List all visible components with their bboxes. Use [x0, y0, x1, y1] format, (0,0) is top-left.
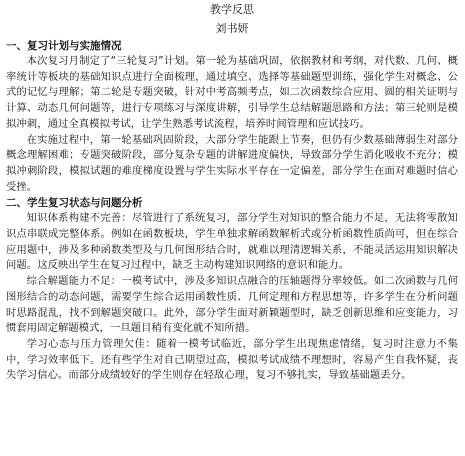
document-title: 教学反思	[210, 3, 254, 16]
paragraph: 在实施过程中，第一轮基础巩固阶段，大部分学生能跟上节奏，但仍有少数基础薄弱生对部分概念理解困难；专题突破阶段，部分复杂专题的讲解进度偏快，导致部分学生消化吸收不充分；模拟冲刺阶段，模拟试题的难度梯度设置与学生实际水平存在一定偏差，部分学生在面对难题时信心受挫。	[6, 133, 458, 193]
paragraph: 知识体系构建不完善：尽管进行了系统复习，部分学生对知识的整合能力不足，无法将零散知识点串联成完整体系。例如在函数板块，学生单独求解函数解析式或分析函数性质尚可，但在综合应用题中，涉及多种函数类型及与几何图形结合时，就难以理清逻辑关系，不能灵活运用知识解决问题。这反映出学生在复习过程中，缺乏主动构建知识网络的意识和能力。	[6, 212, 458, 272]
paragraph: 综合解题能力不足：一模考试中，涉及多知识点融合的压轴题得分率较低。如二次函数与几何图形结合的动态问题，需要学生综合运用函数性质、几何定理和方程思想等，许多学生在分析问题时思路混乱，找不到解题突破口。此外，部分学生面对新颖题型时，缺乏创新思维和应变能力，习惯套用固定解题模式，一旦题目稍有变化就不知所措。	[6, 275, 458, 335]
section-heading: 二、学生复习状态与问题分析	[6, 197, 143, 210]
paragraph: 本次复习月制定了“三轮复习”计划。第一轮为基础巩固，依据教材和考纲，对代数、几何、概率统计等板块的基础知识点进行全面梳理，通过填空、选择等基础题型训练，强化学生对概念、公式的记忆与理解；第二轮是专题突破，针对中考高频考点，如二次函数综合应用、圆的相关证明与计算、动态几何问题等，进行专项练习与深度讲解，引导学生总结解题思路和方法；第三轮则是模拟冲刺，通过全真模拟考试，让学生熟悉考试流程，培养时间管理和应试技巧。	[6, 55, 458, 130]
paragraph: 学习心态与压力管理欠佳：随着一模考试临近，部分学生出现焦虑情绪，复习时注意力不集中，学习效率低下。还有些学生对自己期望过高，模拟考试成绩不理想时，容易产生自我怀疑，丧失学习信心。而部分成绩较好的学生则存在轻敌心理，复习不够扎实，导致基础题丢分。	[6, 337, 458, 382]
section-heading: 一、复习计划与实施情况	[6, 40, 122, 52]
document-author: 刘书妍	[215, 22, 249, 35]
